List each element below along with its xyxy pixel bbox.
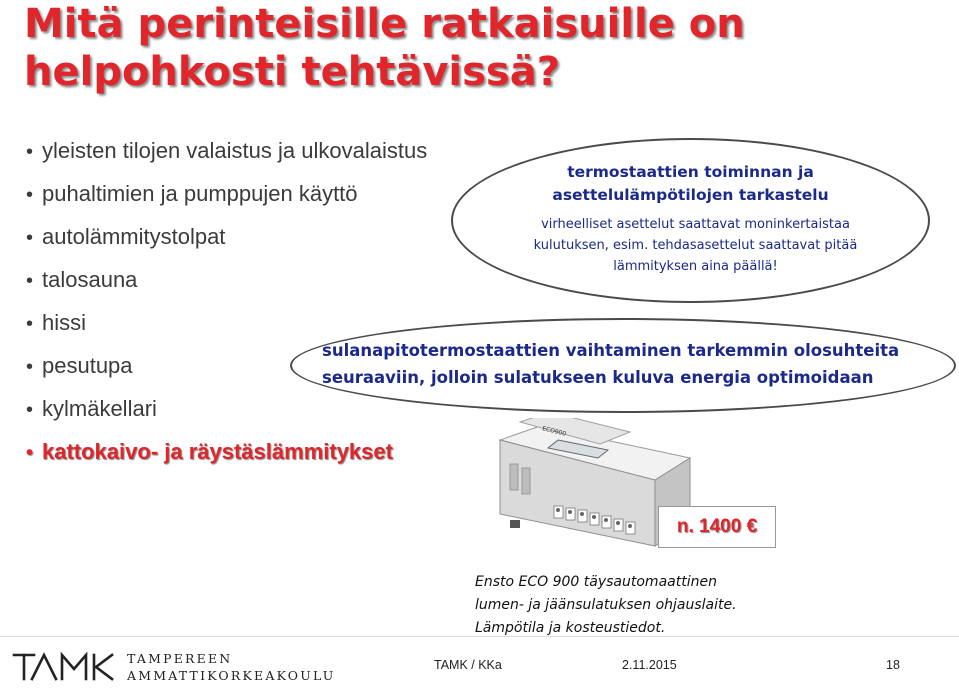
- price-box: n. 1400 €: [658, 506, 776, 548]
- bullet-dot-icon: •: [26, 270, 34, 292]
- device-label: ECO900: [541, 425, 567, 438]
- bullet-dot-icon: •: [26, 184, 34, 206]
- footer-author: TAMK / KKa: [434, 658, 502, 672]
- callout-text: sulanapitotermostaattien vaihtaminen tarkemmin olosuhteita seuraaviin, jolloin sulatukseen kuluva energia optimoidaan: [322, 341, 900, 387]
- bullet-dot-icon: •: [26, 313, 34, 335]
- thermostat-callout: [451, 138, 930, 303]
- tamk-logo-icon: [12, 651, 117, 683]
- device-description: Ensto ECO 900 täysautomaattinen lumen- ja jäänsulatuksen ohjauslaite. Lämpötila ja kosteustiedot.: [475, 574, 737, 636]
- bullet-item: • yleisten tilojen valaistus ja ulkovalaistus: [26, 133, 427, 176]
- page-number: 18: [886, 658, 900, 672]
- footer-date: 2.11.2015: [622, 658, 677, 672]
- callout-heading: termostaattien toiminnan ja asettelulämpötilojen tarkastelu: [552, 163, 829, 204]
- bullet-item: • kylmäkellari: [26, 391, 427, 434]
- bullet-item: • pesutupa: [26, 348, 427, 391]
- school-name: TAMPEREEN AMMATTIKORKEAKOULU: [127, 651, 336, 683]
- replacement-callout: [290, 318, 956, 413]
- bullet-dot-icon: •: [26, 227, 34, 249]
- bullet-dot-icon: •: [26, 356, 34, 378]
- callout-body: virheelliset asettelut saattavat moninkertaistaa kulutuksen, esim. tehdasasettelut saattavat pitää lämmityksen aina päällä!: [533, 217, 858, 274]
- slide-title: Mitä perinteisille ratkaisuille on helpohkosti tehtävissä?: [24, 1, 745, 95]
- bullet-dot-icon: •: [26, 141, 34, 163]
- bullet-item: • talosauna: [26, 262, 427, 305]
- highlight-bullet-item: • kattokaivo- ja räystäslämmitykset: [26, 434, 427, 477]
- footer-divider: [0, 636, 959, 637]
- bullet-item: • autolämmitystolpat: [26, 219, 427, 262]
- bullet-dot-icon: •: [26, 399, 34, 421]
- bullet-item: • hissi: [26, 305, 427, 348]
- bullet-list: [26, 133, 427, 477]
- bullet-item: • puhaltimien ja pumppujen käyttö: [26, 176, 427, 219]
- bullet-dot-icon: •: [26, 442, 34, 464]
